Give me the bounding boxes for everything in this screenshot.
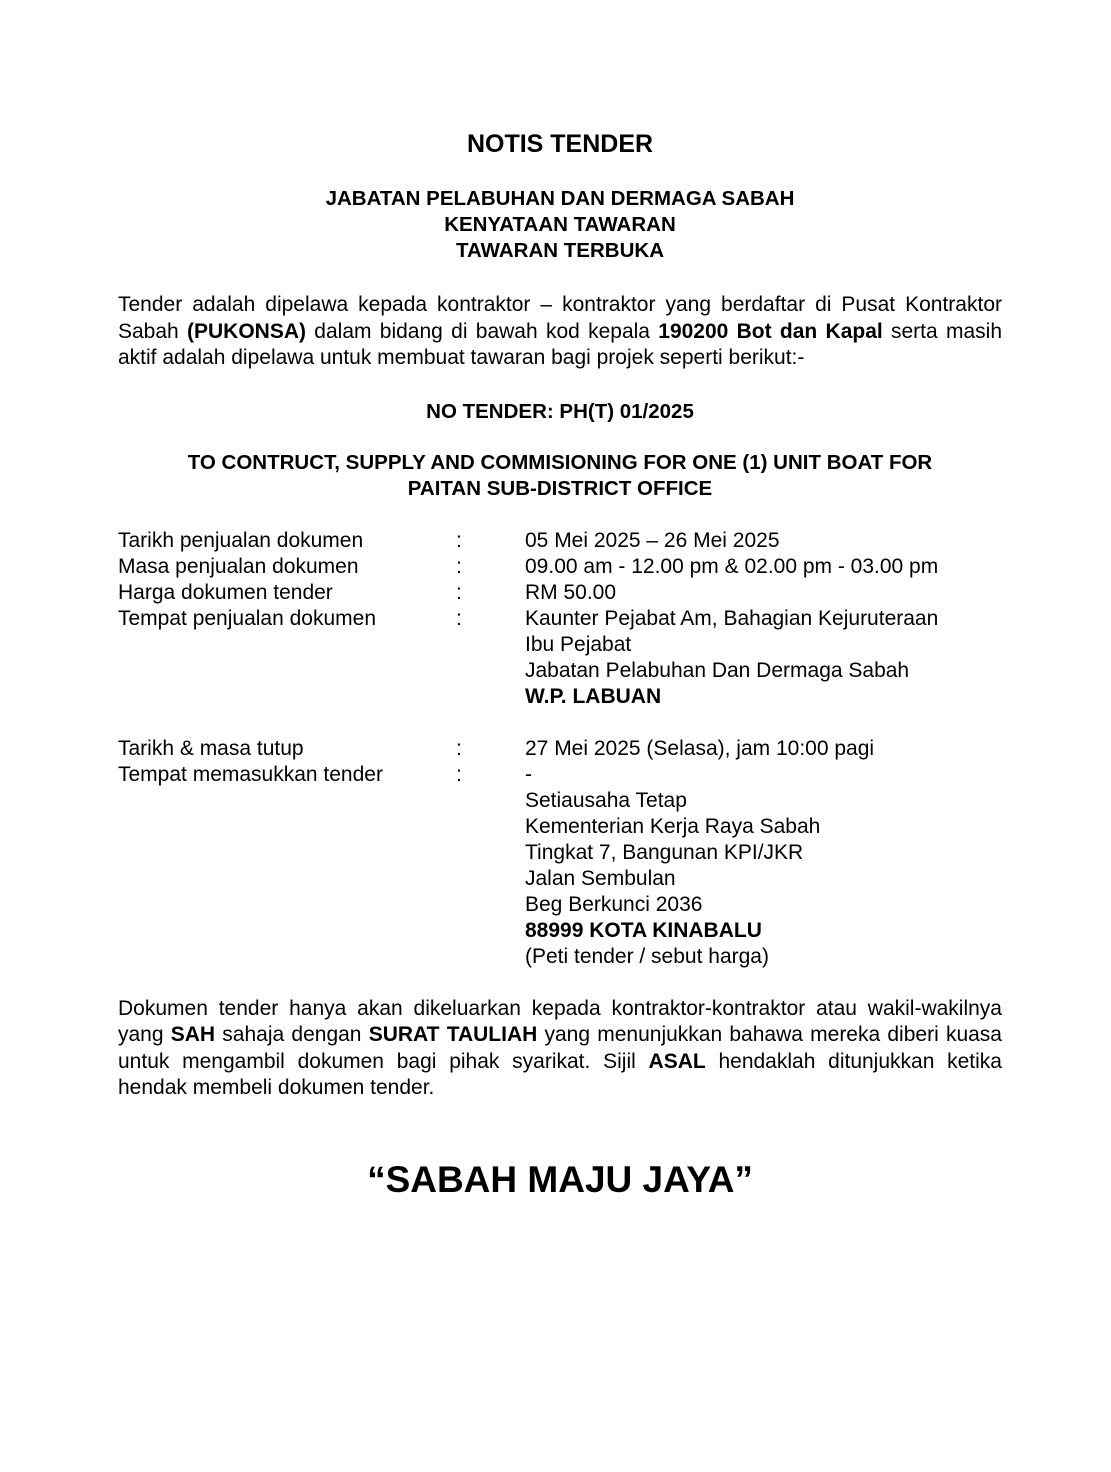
submit-place-note: (Peti tender / sebut harga) [525,944,769,968]
submit-place-line: Setiausaha Tetap [525,788,687,812]
submit-place-line: Kementerian Kerja Raya Sabah [525,814,821,838]
intro-text-1: Tender adalah dipelawa kepada kontraktor – kontraktor yang berdaftar di Pusat Kontraktor Sabah [118,293,1002,343]
project-title-line-1: TO CONTRUCT, SUPPLY AND COMMISIONING FOR ONE (1) UNIT BOAT FOR [187,450,933,474]
closing-surat-tauliah: SURAT TAULIAH [368,1023,538,1046]
intro-code: 190200 Bot dan Kapal [658,319,883,343]
submit-place-line: Beg Berkunci 2036 [525,892,703,916]
notice-title: NOTIS TENDER [466,130,654,158]
tender-type-heading: TAWARAN TERBUKA [455,239,665,262]
colon: : [456,606,462,630]
statement-heading: KENYATAAN TAWARAN [444,213,676,236]
submit-place-label: Tempat memasukkan tender [118,762,383,786]
tender-notice-page [118,128,1002,1202]
intro-paragraph [118,292,1002,372]
closing-value: 27 Mei 2025 (Selasa), jam 10:00 pagi [525,736,875,760]
sale-time-value: 09.00 am - 12.00 pm & 02.00 pm - 03.00 pm [525,554,939,578]
colon: : [456,528,462,552]
closing-text-4: hendaklah ditunjukkan ketika hendak membeli dokumen tender. [118,1049,1002,1099]
sale-place-line: Ibu Pejabat [525,632,632,656]
submit-place-dash: - [525,762,532,786]
project-title [118,450,1002,502]
sale-place-value [525,606,1002,710]
submit-place-value [525,762,1002,970]
closing-asal: ASAL [648,1049,706,1073]
closing-sah: SAH [170,1023,216,1046]
submit-place-line: Tingkat 7, Bangunan KPI/JKR [525,840,804,864]
project-title-line-2: PAITAN SUB-DISTRICT OFFICE [407,476,713,500]
submit-place-line: Jalan Sembulan [525,866,676,890]
detail-row-closing [118,736,1002,762]
tender-number: NO TENDER: PH(T) 01/2025 [426,399,694,423]
intro-text-3: serta masih aktif adalah dipelawa untuk membuat tawaran bagi projek seperti berikut:- [118,319,1002,369]
closing-text-2: sahaja dengan [215,1023,369,1046]
colon: : [456,736,462,760]
colon: : [456,762,462,786]
closing-text-1: Dokumen tender hanya akan dikeluarkan kepada kontraktor-kontraktor atau wakil-wakilnya yang [118,996,1002,1046]
tender-details [118,528,1002,970]
closing-label: Tarikh & masa tutup [118,736,304,760]
submit-place-bold-line: 88999 KOTA KINABALU [525,918,762,942]
sale-place-bold-line: W.P. LABUAN [525,684,662,708]
sale-place-line: Kaunter Pejabat Am, Bahagian Kejuruteraan [525,606,939,630]
intro-pukonsa: (PUKONSA) [187,319,307,343]
detail-row-sale-date [118,528,1002,554]
price-label: Harga dokumen tender [118,580,333,604]
colon: : [456,554,462,578]
sale-date-label: Tarikh penjualan dokumen [118,528,364,552]
sale-time-label: Masa penjualan dokumen [118,554,359,578]
sale-place-line: Jabatan Pelabuhan Dan Dermaga Sabah [525,658,910,682]
spacer [118,710,1002,736]
sale-place-label: Tempat penjualan dokumen [118,606,377,630]
detail-row-submit-place [118,762,1002,970]
detail-row-sale-time [118,554,1002,580]
heading-block [118,186,1002,264]
price-value: RM 50.00 [525,580,617,604]
detail-row-price [118,580,1002,606]
department-heading: JABATAN PELABUHAN DAN DERMAGA SABAH [325,187,795,210]
closing-text-3: yang menunjukkan bahawa mereka diberi kuasa untuk mengambil dokumen bagi pihak syarikat. Sijil [118,1023,1002,1073]
colon: : [456,580,462,604]
sale-date-value: 05 Mei 2025 – 26 Mei 2025 [525,528,780,552]
slogan: “SABAH MAJU JAYA” [367,1158,753,1200]
detail-row-sale-place [118,606,1002,710]
closing-paragraph [118,996,1002,1102]
intro-text-2: dalam bidang di bawah kod kepala [306,319,659,343]
